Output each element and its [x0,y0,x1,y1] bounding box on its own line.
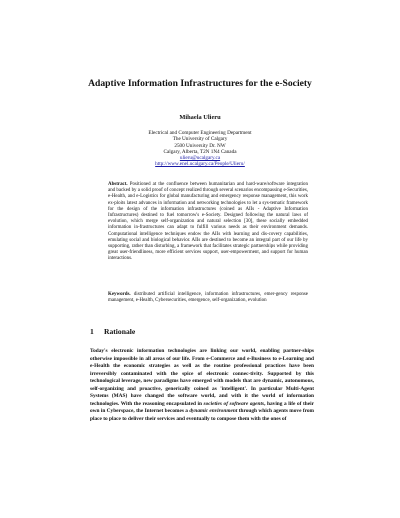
body-emphasis-societies: societies of software agents [203,400,265,407]
section-number: 1 [90,327,94,336]
author-email-link[interactable]: ulieru@ucalgary.ca [179,155,221,162]
body-paragraph [90,348,314,423]
section-heading [90,327,135,336]
keywords-label: Keywords. [108,292,131,297]
abstract [108,182,308,263]
affiliation-city: Calgary, Alberta, T2N 1N4 Canada [163,148,237,155]
body-emphasis-dynamic: dynamic environment [189,408,238,414]
abstract-text: Positioned at the confluence between humanitarian and hard-ware/software integration and backed by a solid proof of concept realized through several scenarios encompassing e-Securities, e-Health, and e-Logistics for global manufacturing and emergency response management, this work ex-ploits latest advances in information and networking technologies to let a sys-tematic framework for the design of the information infrastructures (coined as AIIs - Adaptive Information Infrastructures) destined to fuel tomorrow's e-Society. Designed following the natural laws of evolution, which merge self-organization and natural selection [30], these socially embedded information in-frastructures can adapt to fulfill various needs as their environment demands. Computational intelligence techniques endow the AIIs with learning and dis-covery capabilities, emulating social and biological behavior. AIIs are destined to become an integral part of our life by supporting, rather than disturbing, a framework that facilitates strategic partnerships while providing great user-friendliness, more efficient services support, user-empowerment, and support for human interactions. [108,182,308,262]
author-homepage-link[interactable]: http://www.enel.ucalgary.ca/People/Ulieru/ [155,161,245,168]
affiliation-street: 2500 University Dr. NW [174,142,226,149]
body-text-part2: , having a life of their own in Cyberspace, the Internet becomes a [90,400,314,414]
body-text-part1: Today's electronic information technologies are linking our world, enabling partner-ships otherwise impossible in all areas of our life. From e-Commerce and e-Business to e-Learning and e-Health the economic strategies as well as the routine professional practices have been irreversibly contaminated with the spice of electronic connec-tivity. Supported by this technological leverage, new paradigms have emerged with models that are dynamic, autonomous, self-organizing and proactive, generically coined as 'intelligent'. In particular Multi-Agent Systems (MAS) have changed the software world, and with it the world of information technologies. With the reasoning encapsulated in [90,348,314,407]
body-text-part3: through which agents move from place to place to deliver their services and eventually to compose them with the ones of [90,408,315,422]
author-affiliation [0,130,400,168]
abstract-label: Abstract. [108,182,128,187]
author-name: Mihaela Ulieru [179,114,221,121]
section-title: Rationale [104,327,136,336]
keywords-text: distributed artificial intelligence, information infrastructures, emer-gency response management, e-Health, Cybersecurities, emergence, self-organization, evolution [108,292,308,304]
affiliation-department: Electrical and Computer Engineering Department [148,130,252,136]
keywords [108,292,308,304]
paper-title: Adaptive Information Infrastructures for the e-Society [88,78,312,89]
affiliation-university: The University of Calgary [172,136,228,143]
